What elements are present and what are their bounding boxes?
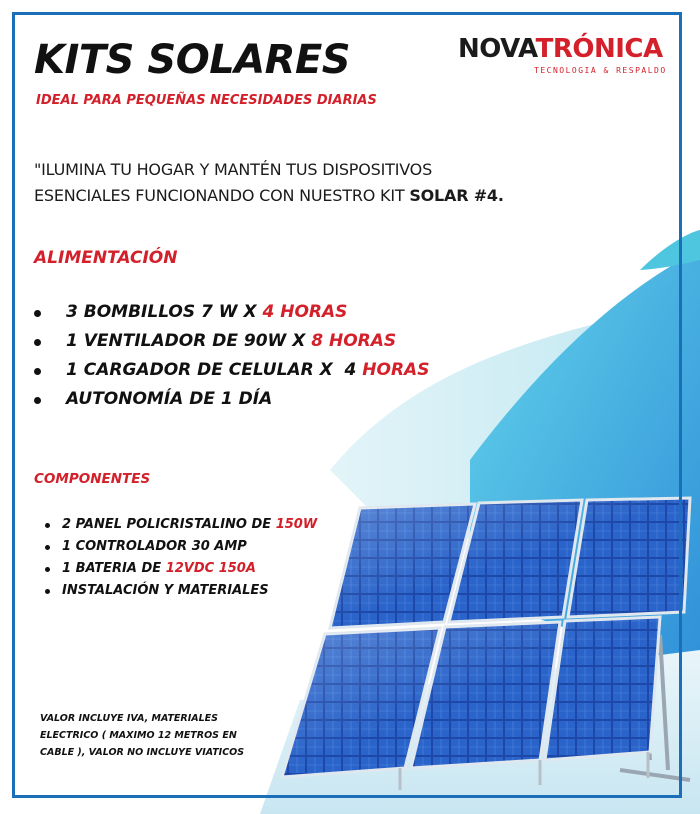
- list-item-highlight: 8 HORAS: [311, 331, 397, 351]
- list-item: [45, 517, 317, 539]
- bullet-icon: [45, 589, 50, 594]
- list-item-highlight: 150W: [275, 517, 318, 532]
- price-note: VALOR INCLUYE IVA, MATERIALES ELECTRICO ( MAXIMO 12 METROS EN CABLE ), VALOR NO INCLUYE VIATICOS: [40, 713, 245, 758]
- list-item-text: 1 CONTROLADOR 30 AMP: [62, 539, 247, 554]
- list-item-text: 3 BOMBILLOS 7 W X: [66, 302, 263, 322]
- list-item: [34, 331, 429, 360]
- page-title: KITS SOLARES: [34, 37, 351, 83]
- list-item: [34, 389, 429, 418]
- list-item: [45, 561, 317, 583]
- quote-line-1: "ILUMINA TU HOGAR Y MANTÉN TUS DISPOSITIVOS: [34, 160, 433, 179]
- bullet-icon: [45, 545, 50, 550]
- list-item-highlight: 12VDC 150A: [165, 561, 256, 576]
- brand-logo-wordmark: [458, 34, 663, 64]
- brand-logo-part2: TRÓNICA: [535, 34, 663, 64]
- brand-tagline: TECNOLOGIA & RESPALDO: [534, 66, 667, 75]
- alimentacion-list: [34, 302, 429, 418]
- quote-line-2: [34, 183, 504, 209]
- promo-quote: [34, 157, 504, 209]
- bullet-icon: [34, 310, 41, 317]
- list-item-text: 2 PANEL POLICRISTALINO DE: [62, 517, 276, 532]
- list-item-highlight: 4 HORAS: [262, 302, 348, 322]
- componentes-list: [45, 517, 317, 605]
- list-item-text: INSTALACIÓN Y MATERIALES: [62, 583, 269, 598]
- list-item-highlight: HORAS: [362, 360, 430, 380]
- bullet-icon: [34, 397, 41, 404]
- section-title-alimentacion: ALIMENTACIÓN: [34, 248, 178, 268]
- bullet-icon: [34, 339, 41, 346]
- list-item-text: 1 VENTILADOR DE 90W X: [66, 331, 312, 351]
- brand-logo: [458, 34, 680, 80]
- quote-kit-name: SOLAR #4.: [409, 186, 504, 205]
- bullet-icon: [45, 523, 50, 528]
- list-item: [34, 360, 429, 389]
- list-item: [45, 539, 317, 561]
- bullet-icon: [45, 567, 50, 572]
- list-item-text: AUTONOMÍA DE 1 DÍA: [66, 389, 273, 409]
- bullet-icon: [34, 368, 41, 375]
- brand-logo-part1: NOVA: [458, 34, 536, 64]
- list-item-text: 1 CARGADOR DE CELULAR X 4: [66, 360, 363, 380]
- quote-line-2-text: ESENCIALES FUNCIONANDO CON NUESTRO KIT: [34, 186, 410, 205]
- page-subtitle: IDEAL PARA PEQUEÑAS NECESIDADES DIARIAS: [36, 93, 377, 108]
- section-title-componentes: COMPONENTES: [34, 471, 151, 487]
- list-item: [45, 583, 317, 605]
- list-item-text: 1 BATERIA DE: [62, 561, 166, 576]
- list-item: [34, 302, 429, 331]
